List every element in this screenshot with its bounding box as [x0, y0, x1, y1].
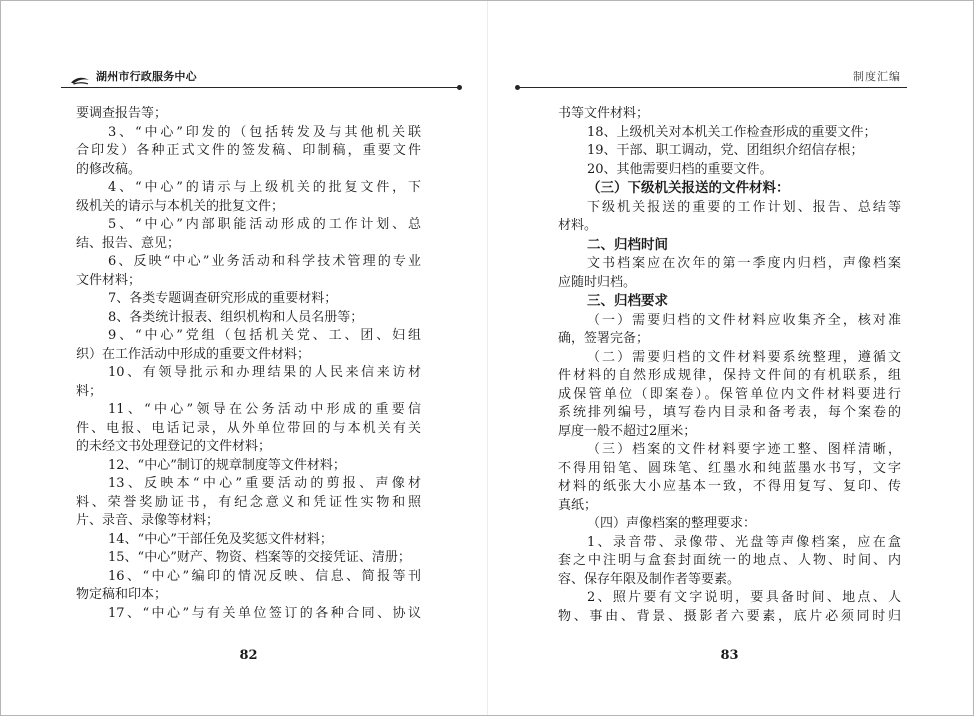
paragraph [558, 142, 901, 161]
text-line: 二、归档时间 [587, 236, 668, 253]
text-line: 要调查报告等； [76, 106, 168, 121]
text-line: 12、“中心”制订的规章制度等文件材料； [108, 457, 346, 473]
text-line: 15、“中心”财产、物资、档案等的交接凭证、清册； [108, 550, 411, 565]
text-line: （三）档案的文件材料要字迹工整、图样清晰， [587, 442, 901, 457]
paragraph [558, 199, 901, 236]
gutter-line [487, 1, 488, 715]
text-line: （三）下级机关报送的文件材料： [587, 180, 790, 196]
paragraph [76, 105, 421, 124]
text-line: 件材料的自然形成规律，保持文件间的有机联系，组 [558, 368, 901, 383]
section-heading [558, 236, 901, 255]
text-line: 系统排列编号，填写卷内目录和备考表，每个案卷的 [558, 405, 901, 420]
text-line: 9、“中心”党组（包括机关党、工、团、妇组 [108, 328, 421, 343]
text-line: 材料。 [558, 218, 598, 233]
left-header-title: 湖州市行政服务中心 [96, 70, 197, 83]
text-line: 19、干部、职工调动，党、团组织介绍信存根； [587, 143, 864, 158]
paragraph [558, 534, 901, 590]
paragraph [76, 124, 421, 180]
paragraph [76, 216, 421, 253]
paragraph [558, 105, 901, 124]
paragraph [76, 327, 421, 364]
paragraph [76, 457, 421, 476]
section-heading [558, 292, 901, 311]
paragraph [558, 255, 901, 292]
left-page-body [76, 105, 421, 623]
paragraph [76, 290, 421, 309]
text-line: 20、其他需要归档的重要文件。 [587, 161, 773, 177]
text-line: 17、“中心”与有关单位签订的各种合同、协议 [108, 605, 421, 621]
text-line: 三、归档要求 [587, 293, 668, 309]
paragraph [76, 475, 421, 531]
paragraph [76, 309, 421, 328]
boat-logo-icon [70, 71, 90, 83]
text-line: （一）需要归档的文件材料应收集齐全，核对准 [587, 312, 901, 328]
text-line: 不得用铅笔、圆珠笔、红墨水和纯蓝墨水书写，文字 [558, 460, 901, 476]
paragraph [558, 312, 901, 349]
text-line: 8、各类统计报表、组织机构和人员名册等； [108, 309, 364, 325]
text-line: 片、录音、录像等材料； [76, 513, 220, 528]
paragraph [76, 401, 421, 457]
paragraph [76, 531, 421, 550]
right-page-number: 83 [720, 648, 739, 663]
text-line: 成保管单位（即案卷）。保管单位内文件材料要进行 [558, 386, 901, 402]
text-line: 3、“中心”印发的（包括转发及与其他机关联 [108, 124, 421, 140]
text-line: 6、反映“中心”业务活动和科学技术管理的专业 [108, 254, 421, 269]
text-line: 1、录音带、录像带、光盘等声像档案，应在盒 [587, 534, 901, 550]
text-line: 下级机关报送的重要的工作计划、报告、总结等 [587, 199, 901, 215]
text-line: 文件材料； [76, 272, 142, 288]
text-line: 容、保存年限及制作者等要素。 [558, 571, 741, 587]
text-line: 织）在工作活动中形成的重要文件材料； [76, 346, 311, 362]
paragraph [558, 441, 901, 515]
right-rule-dot [515, 85, 520, 90]
text-line: 应随时归档。 [558, 274, 637, 290]
text-line: 4、“中心”的请示与上级机关的批复文件，下 [108, 180, 421, 195]
text-line: 真纸； [558, 497, 598, 513]
text-line: 套之中注明与盒套封面统一的地点、人物、时间、内 [558, 553, 901, 568]
paragraph [558, 124, 901, 143]
text-line: 结、报告、意见； [76, 235, 181, 251]
right-header-rule [518, 87, 907, 88]
text-line: 11、“中心”领导在公务活动中形成的重要信 [108, 402, 421, 417]
left-header-rule [61, 87, 459, 88]
text-line: 合印发）各种正式文件的签发稿、印制稿，重要文件 [76, 143, 421, 158]
text-line: （二）需要归档的文件材料要系统整理，遵循文 [587, 349, 901, 365]
text-line: 物定稿和印本； [76, 587, 168, 602]
left-page-number: 82 [239, 648, 258, 663]
text-line: 书等文件材料； [558, 106, 650, 121]
text-line: 的未经文书处理登记的文件材料； [76, 439, 272, 454]
text-line: 厚度一般不超过2厘米； [558, 423, 697, 439]
text-line: 文书档案应在次年的第一季度内归档，声像档案 [587, 256, 901, 271]
paragraph [76, 179, 421, 216]
text-line: 确，签署完备； [558, 331, 650, 346]
text-line: 件、电报、电话记录，从外单位带回的与本机关有关 [76, 420, 421, 436]
text-line: 料、荣誉奖励证书，有纪念意义和凭证性实物和照 [76, 494, 421, 510]
text-line: 18、上级机关对本机关工作检查形成的重要文件； [587, 124, 877, 140]
left-rule-dot [457, 85, 462, 90]
paragraph [76, 364, 421, 401]
paragraph [76, 549, 421, 568]
paragraph [558, 589, 901, 626]
text-line: 16、“中心”编印的情况反映、信息、简报等刊 [108, 568, 421, 584]
text-line: 材料的纸张大小应基本一致，不得用复写、复印、传 [558, 479, 901, 494]
right-header-title: 制度汇编 [853, 70, 901, 83]
text-line: 7、各类专题调查研究形成的重要材料； [108, 291, 338, 306]
paragraph [558, 515, 901, 534]
paragraph [558, 161, 901, 180]
paragraph [76, 605, 421, 624]
text-line: （四）声像档案的整理要求： [587, 516, 757, 531]
paragraph [76, 568, 421, 605]
text-line: 物、事由、背景、摄影者六要素，底片必须同时归 [558, 608, 901, 624]
text-line: 级机关的请示与本机关的批复文件； [76, 198, 285, 214]
paragraph [558, 349, 901, 442]
text-line: 10、有领导批示和办理结果的人民来信来访材 [108, 365, 421, 380]
paragraph [76, 253, 421, 290]
text-line: 14、“中心”干部任免及奖惩文件材料； [108, 531, 333, 547]
right-page-body [558, 105, 901, 626]
text-line: 料； [76, 383, 103, 399]
text-line: 的修改稿。 [76, 161, 142, 177]
text-line: 5、“中心”内部职能活动形成的工作计划、总 [108, 217, 421, 232]
text-line: 13、反映本“中心”重要活动的剪报、声像材 [108, 476, 421, 491]
section-heading [558, 179, 901, 198]
text-line: 2、照片要有文字说明，要具备时间、地点、人 [587, 590, 901, 605]
